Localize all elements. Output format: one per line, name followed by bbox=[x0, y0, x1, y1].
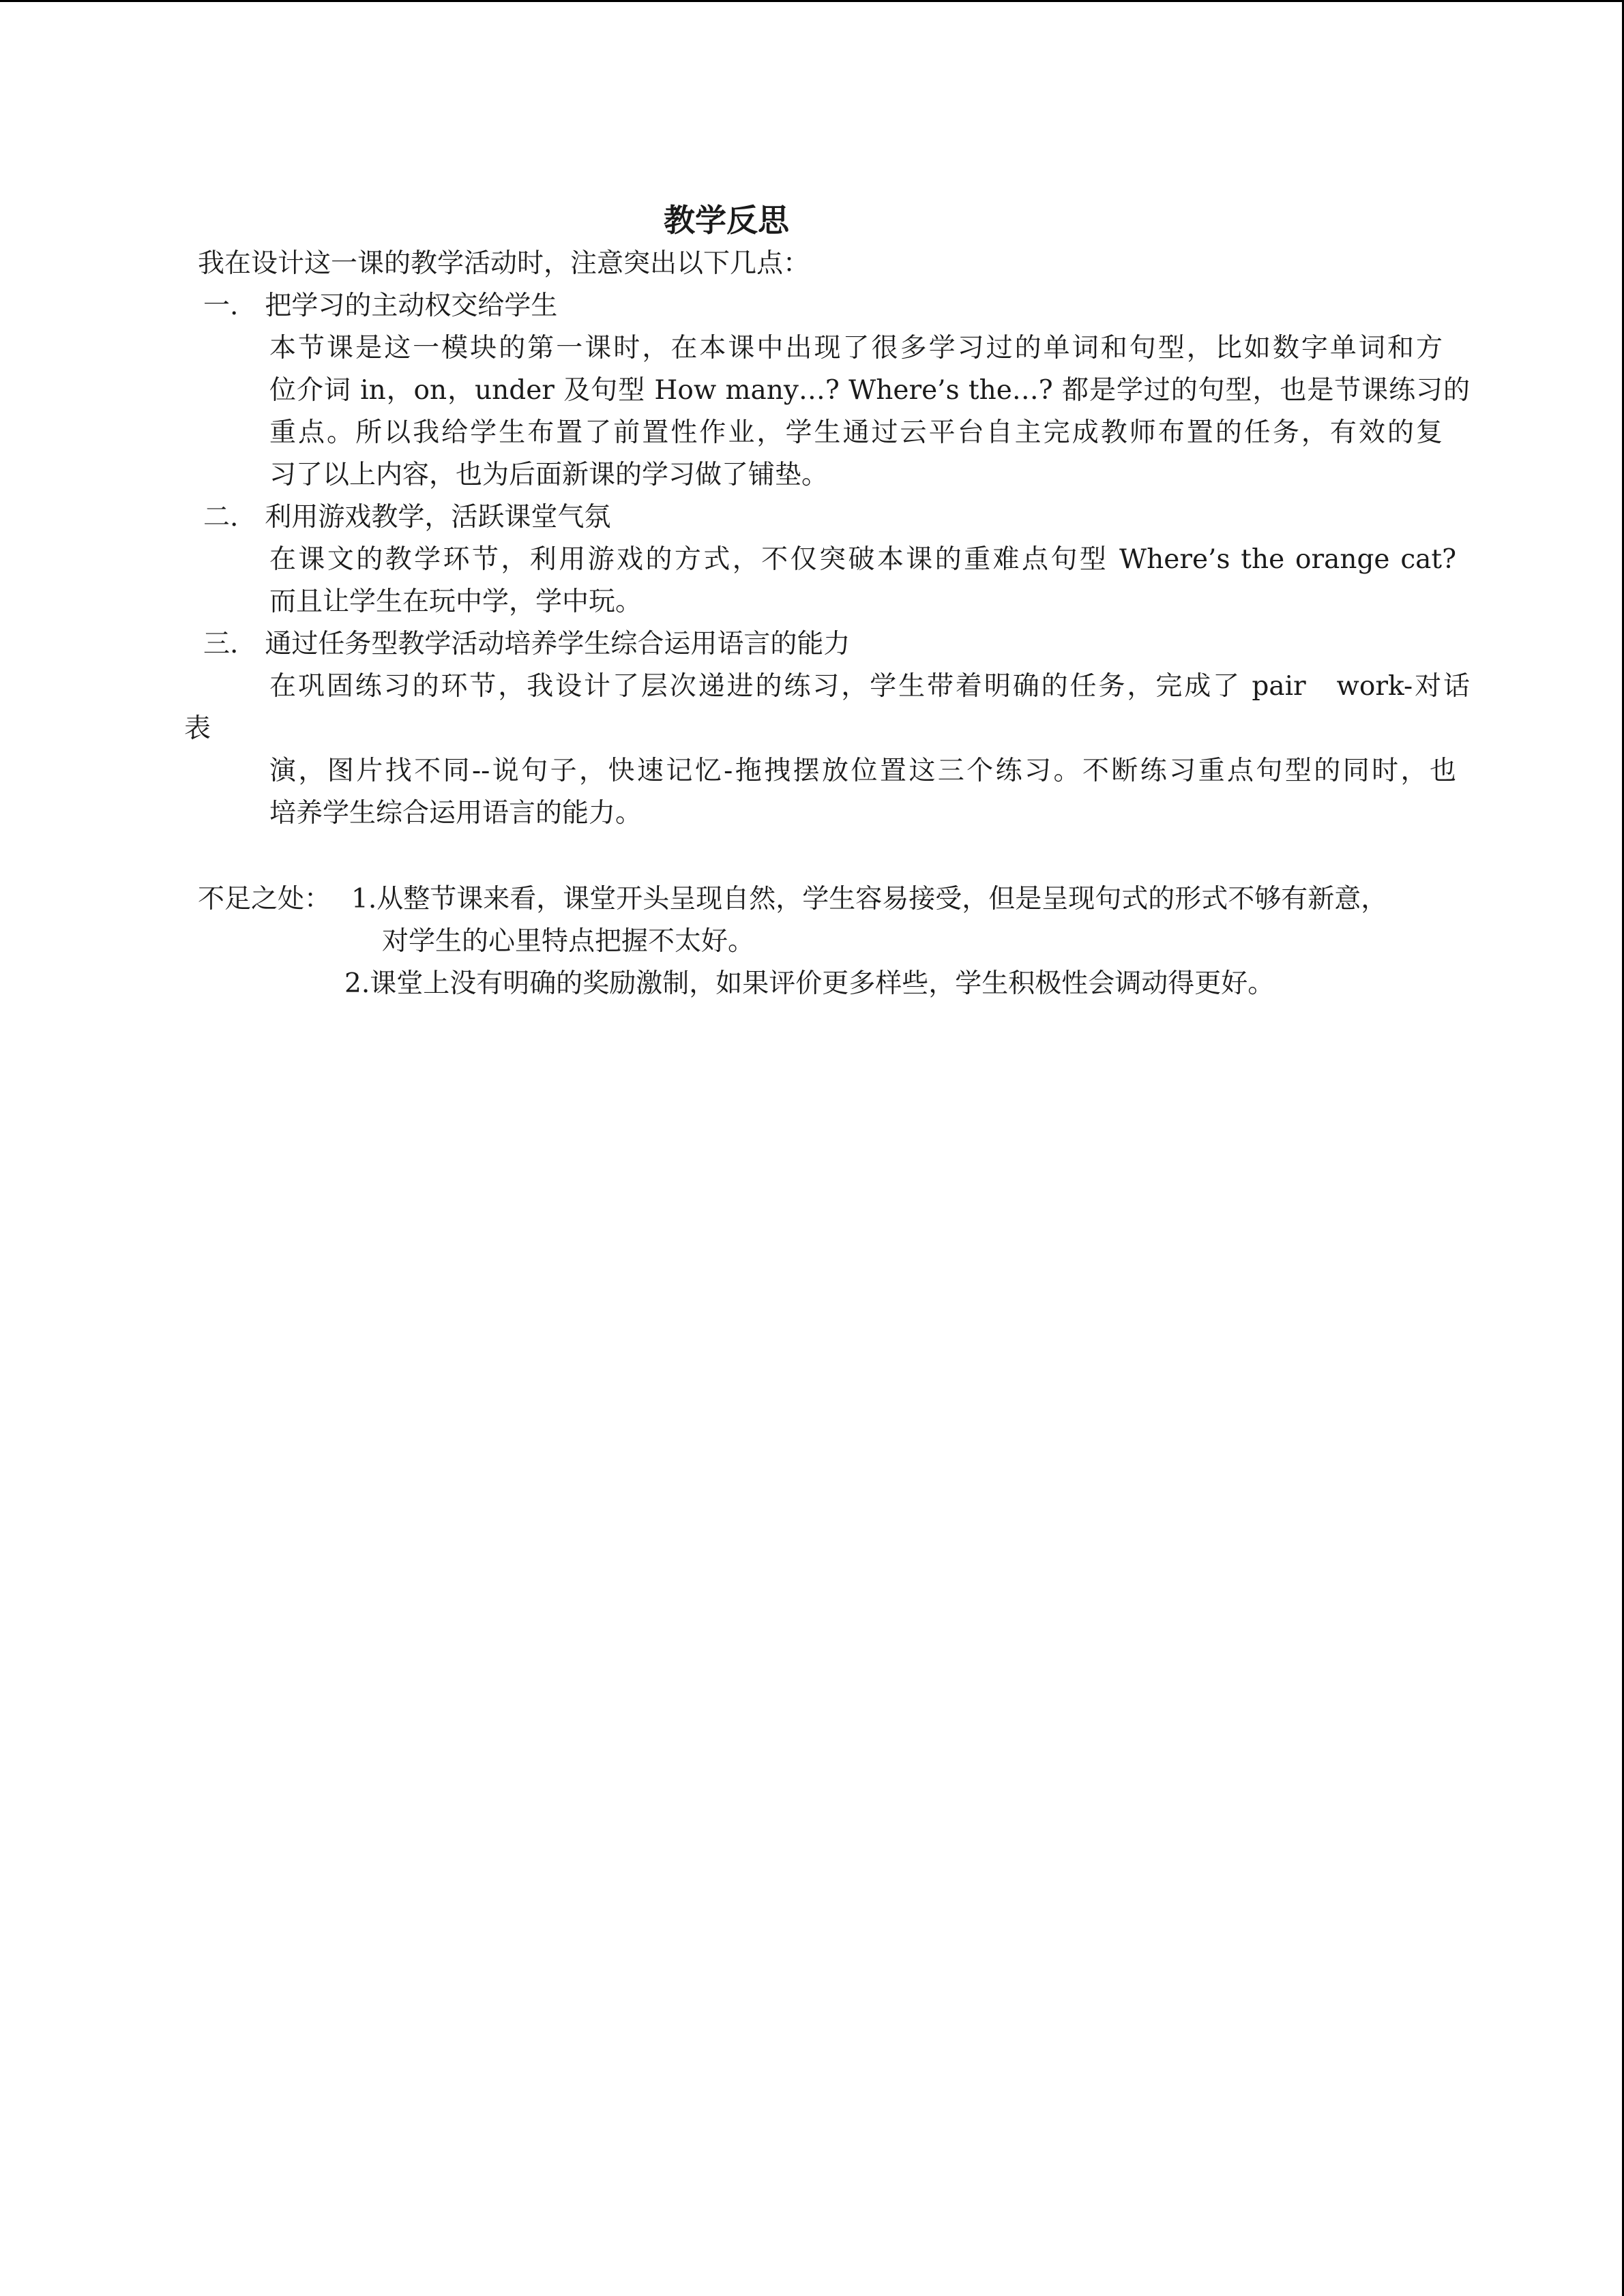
section-3-line-3: 演，图片找不同--说句子，快速记忆-拖拽摆放位置这三个练习。不断练习重点句型的同时，也 bbox=[269, 756, 1456, 786]
shortcoming-item-2: 2.课堂上没有明确的奖励激制，如果评价更多样些，学生积极性会调动得更好。 bbox=[344, 968, 1275, 999]
shortcoming-item-1: 1.从整节课来看，课堂开头呈现自然，学生容易接受，但是呈现句式的形式不够有新意， bbox=[351, 884, 1388, 914]
shortcomings-label: 不足之处： bbox=[198, 884, 331, 914]
section-1-heading: 一. 把学习的主动权交给学生 bbox=[203, 290, 558, 321]
section-1-line-2: 位介词 in，on，under 及句型 How many…? Where’s the…? 都是学过的句型，也是节课练习的 bbox=[269, 375, 1470, 406]
document-title: 教学反思 bbox=[664, 202, 789, 239]
section-1-line-1: 本节课是这一模块的第一课时，在本课中出现了很多学习过的单词和句型，比如数字单词和方 bbox=[269, 333, 1443, 363]
section-2-line-2: 而且让学生在玩中学，学中玩。 bbox=[269, 586, 643, 617]
section-3-line-1: 在巩固练习的环节，我设计了层次递进的练习，学生带着明确的任务，完成了 pair work-对话 bbox=[269, 671, 1470, 702]
intro-paragraph: 我在设计这一课的教学活动时，注意突出以下几点： bbox=[198, 248, 810, 279]
section-3-line-4: 培养学生综合运用语言的能力。 bbox=[269, 798, 643, 829]
section-3-heading: 三. 通过任务型教学活动培养学生综合运用语言的能力 bbox=[203, 629, 851, 659]
section-1-line-4: 习了以上内容，也为后面新课的学习做了铺垫。 bbox=[269, 460, 829, 490]
section-1-line-3: 重点。所以我给学生布置了前置性作业，学生通过云平台自主完成教师布置的任务，有效的复 bbox=[269, 417, 1443, 448]
shortcoming-item-1-continued: 对学生的心里特点把握不太好。 bbox=[382, 926, 755, 957]
section-2-heading: 二. 利用游戏教学，活跃课堂气氛 bbox=[203, 502, 611, 533]
section-3-line-2: 表 bbox=[184, 713, 211, 744]
section-2-line-1: 在课文的教学环节，利用游戏的方式，不仅突破本课的重难点句型 Where’s the orange cat? bbox=[269, 544, 1456, 575]
